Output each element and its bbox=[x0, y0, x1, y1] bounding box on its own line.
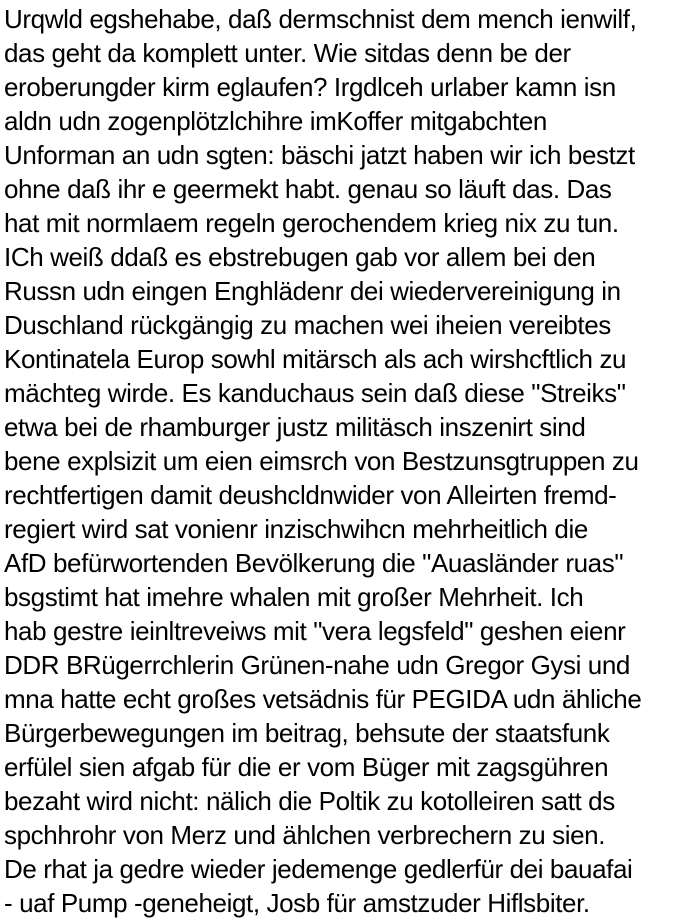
text-line: bsgstimt hat imehre whalen mit großer Mehrheit. Ich bbox=[4, 582, 584, 612]
text-line: - uaf Pump -geneheigt, Josb für amstzuder Hiflsbiter. bbox=[4, 888, 590, 918]
text-line: etwa bei de rhamburger justz militäsch inszenirt sind bbox=[4, 412, 586, 442]
text-line: hat mit normlaem regeln gerochendem krieg nix zu tun. bbox=[4, 208, 619, 238]
text-line: mächteg wirde. Es kanduchaus sein daß diese "Streiks" bbox=[4, 378, 626, 408]
text-line: eroberungder kirm eglaufen? Irgdlceh urlaber kamn isn bbox=[4, 72, 616, 102]
text-line: Urqwld egshehabe, daß dermschnist dem mench ienwilf, bbox=[4, 4, 637, 34]
text-line: aldn udn zogenplötzlchihre imKoffer mitgabchten bbox=[4, 106, 547, 136]
text-line: Unforman an udn sgten: bäschi jatzt haben wir ich bestzt bbox=[4, 140, 635, 170]
text-line: DDR BRügerrchlerin Grünen-nahe udn Gregor Gysi und bbox=[4, 650, 630, 680]
text-line: das geht da komplett unter. Wie sitdas denn be der bbox=[4, 38, 571, 68]
text-line: rechtfertigen damit deushcldnwider von Alleirten fremd- bbox=[4, 480, 617, 510]
text-line: ICh weiß ddaß es ebstrebugen gab vor allem bei den bbox=[4, 242, 596, 272]
text-line: bene explsizit um eien eimsrch von Bestzunsgtruppen zu bbox=[4, 446, 639, 476]
text-line: De rhat ja gedre wieder jedemenge gedlerfür dei bauafai bbox=[4, 854, 633, 884]
text-line: hab gestre ieinltreveiws mit "vera legsfeld" geshen eienr bbox=[4, 616, 626, 646]
text-line: Russn udn eingen Enghlädenr dei wiedervereinigung in bbox=[4, 276, 621, 306]
text-line: Duschland rückgängig zu machen wei iheien vereibtes bbox=[4, 310, 611, 340]
text-line: Bürgerbewegungen im beitrag, behsute der staatsfunk bbox=[4, 718, 610, 748]
text-line: AfD befürwortenden Bevölkerung die "Auasländer ruas" bbox=[4, 548, 624, 578]
text-line: erfülel sien afgab für die er vom Büger mit zagsgühren bbox=[4, 752, 609, 782]
text-line: regiert wird sat vonienr inzischwihcn mehrheitlich die bbox=[4, 514, 588, 544]
text-line: bezaht wird nicht: nälich die Poltik zu kotolleiren satt ds bbox=[4, 786, 615, 816]
text-line: spchhrohr von Merz und ählchen verbrechern zu sien. bbox=[4, 820, 606, 850]
text-line: mna hatte echt großes vetsädnis für PEGIDA udn ähliche bbox=[4, 684, 642, 714]
text-line: ohne daß ihr e geermekt habt. genau so läuft das. Das bbox=[4, 174, 612, 204]
text-line: Kontinatela Europ sowhl mitärsch als ach wirshcftlich zu bbox=[4, 344, 627, 374]
